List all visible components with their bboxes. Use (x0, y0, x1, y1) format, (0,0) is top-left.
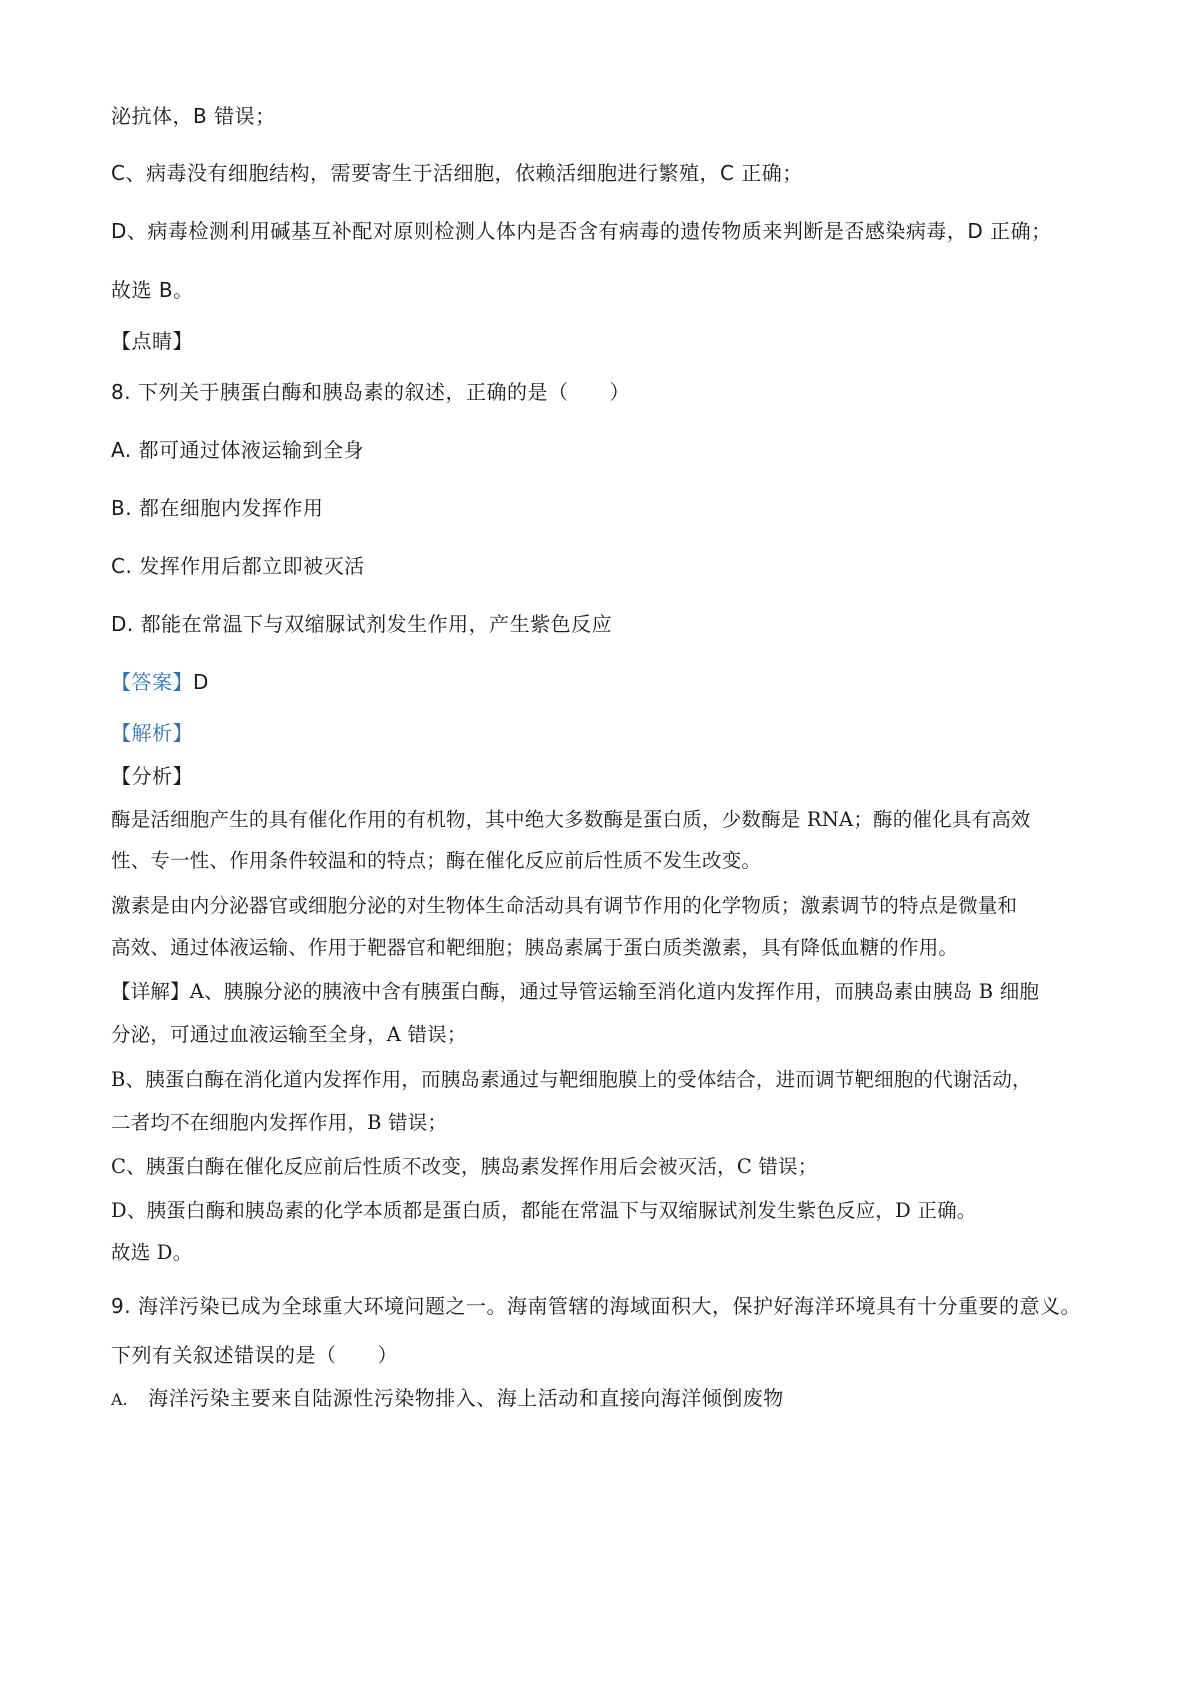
q8-answer-line (111, 669, 209, 695)
q8-option-c: C. 发挥作用后都立即被灭活 (111, 554, 365, 578)
answer-value: D (193, 670, 209, 694)
detail-line: D、胰蛋白酶和胰岛素的化学本质都是蛋白质，都能在常温下与双缩脲试剂发生紫色反应，D 正确。 (111, 1199, 977, 1222)
detail-line: C、胰蛋白酶在催化反应前后性质不改变，胰岛素发挥作用后会被灭活，C 错误； (111, 1155, 818, 1178)
prev-option-d-analysis: D、病毒检测利用碱基互补配对原则检测人体内是否含有病毒的遗传物质来判断是否感染病毒，D 正确； (111, 219, 1052, 243)
q8-option-b: B. 都在细胞内发挥作用 (111, 496, 324, 520)
dianjing-tag: 【点睛】 (111, 329, 193, 353)
q8-stem: 8. 下列关于胰蛋白酶和胰岛素的叙述，正确的是（ ） (111, 380, 630, 404)
q8-option-a: A. 都可通过体液运输到全身 (111, 438, 365, 462)
detail-line: 二者均不在细胞内发挥作用，B 错误； (111, 1111, 448, 1134)
q9-stem-line2: 下列有关叙述错误的是（ ） (111, 1343, 398, 1367)
q9-stem-line1: 9. 海洋污染已成为全球重大环境问题之一。海南管辖的海域面积大，保护好海洋环境具有十分重要的意义。 (111, 1294, 1081, 1318)
q8-option-d: D. 都能在常温下与双缩脲试剂发生作用，产生紫色反应 (111, 612, 613, 636)
analysis-line: 激素是由内分泌器官或细胞分泌的对生物体生命活动具有调节作用的化学物质；激素调节的特点是微量和 (111, 894, 1018, 917)
q9-option-a-label: A. (111, 1390, 128, 1409)
jiexi-tag: 【解析】 (111, 721, 193, 745)
prev-conclusion: 故选 B。 (111, 278, 194, 302)
answer-tag: 【答案】 (111, 670, 193, 694)
prev-option-c-analysis: C、病毒没有细胞结构，需要寄生于活细胞，依赖活细胞进行繁殖，C 正确； (111, 161, 803, 185)
prev-option-b-tail: 泌抗体，B 错误； (111, 104, 276, 128)
fenxi-tag: 【分析】 (111, 764, 193, 788)
analysis-line: 性、专一性、作用条件较温和的特点；酶在催化反应前后性质不发生改变。 (111, 849, 762, 872)
detail-line: 分泌，可通过血液运输至全身，A 错误； (111, 1023, 467, 1046)
q9-option-a-text: 海洋污染主要来自陆源性污染物排入、海上活动和直接向海洋倾倒废物 (148, 1386, 784, 1410)
detail-line: 故选 D。 (111, 1241, 193, 1264)
detail-line: B、胰蛋白酶在消化道内发挥作用，而胰岛素通过与靶细胞膜上的受体结合，进而调节靶细胞的代谢活动， (111, 1068, 1032, 1091)
detail-line: 【详解】A、胰腺分泌的胰液中含有胰蛋白酶，通过导管运输至消化道内发挥作用，而胰岛素由胰岛 B 细胞 (111, 980, 1040, 1003)
analysis-line: 高效、通过体液运输、作用于靶器官和靶细胞；胰岛素属于蛋白质类激素，具有降低血糖的作用。 (111, 936, 959, 959)
q9-option-a (111, 1385, 784, 1413)
analysis-line: 酶是活细胞产生的具有催化作用的有机物，其中绝大多数酶是蛋白质，少数酶是 RNA；酶的催化具有高效 (111, 808, 1031, 831)
